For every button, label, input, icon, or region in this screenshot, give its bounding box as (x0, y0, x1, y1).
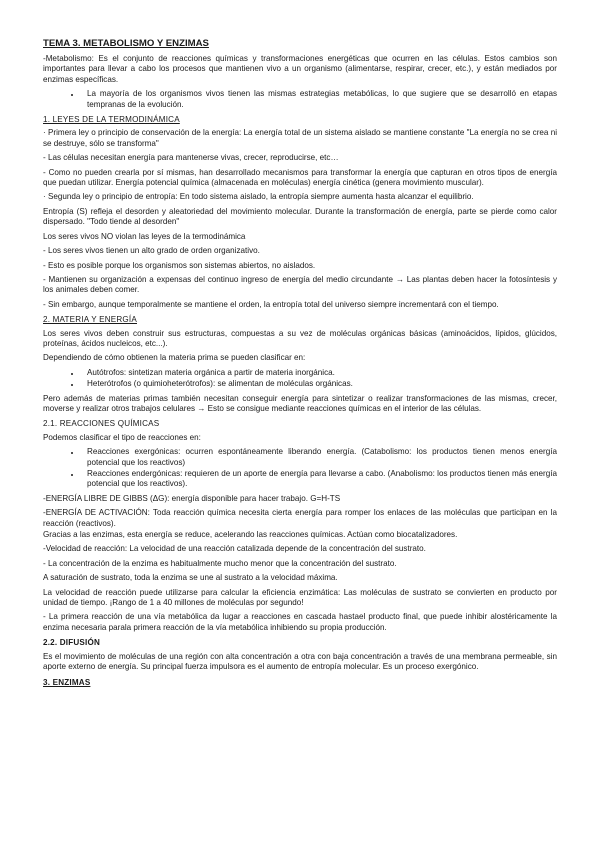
paragraph: Entropía (S) refleja el desorden y aleatoriedad del movimiento molecular. Durante la transformación de energía, parte se pierde como calor dispersado. "Todo tiende al desorden" (43, 206, 557, 227)
list-item: • Reacciones exergónicas: ocurren espontáneamente liberando energía. (Catabolismo: los productos tienen menos energía potencial que los reactivos) (81, 447, 557, 468)
bullet-list-reactions (43, 447, 557, 490)
paragraph: -ENERGÍA DE ACTIVACIÓN: Toda reacción química necesita cierta energía para romper los enlaces de las moléculas que participan en la reacción (reactivos). (43, 508, 557, 528)
paragraph: - Mantienen su organización a expensas del continuo ingreso de energía del medio circundante → Las plantas deben hacer la fotosíntesis y los animales deben comer. (43, 274, 557, 295)
list-item: • Heterótrofos (o quimioheterótrofos): se alimentan de moléculas orgánicas. (81, 379, 557, 389)
section-heading-difusion: 2.2. DIFUSIÓN (43, 638, 101, 648)
list-item: • La mayoría de los organismos vivos tienen las mismas estrategias metabólicas, lo que sugiere que se desarrolló en etapas tempranas de la evolución. (81, 89, 557, 110)
section-heading-enzimas: 3. ENZIMAS (43, 677, 91, 687)
list-item: • Autótrofos: sintetizan materia orgánica a partir de materia inorgánica. (81, 368, 557, 378)
document-title: TEMA 3. METABOLISMO Y ENZIMAS (43, 38, 209, 49)
section-heading-reacciones: 2.1. REACCIONES QUÍMICAS (43, 419, 160, 429)
paragraph: La velocidad de reacción puede utilizarse para calcular la eficiencia enzimática: Las moléculas de sustrato se convierten en producto por unidad de tiempo. ¡Rango de 1 a 40 millones de moléculas por segundo! (43, 587, 557, 608)
intro-bullet-list (43, 89, 557, 110)
list-item: • Reacciones endergónicas: requieren de un aporte de energía para llevarse a cabo. (Anabolismo: los productos tienen más energía potencial que los reactivos). (81, 469, 557, 490)
paragraph: · Primera ley o principio de conservación de la energía: La energía total de un sistema aislado se mantiene constante "La energía no se crea ni se destruye, sólo se transforma" (43, 128, 557, 148)
paragraph: Los seres vivos deben construir sus estructuras, compuestas a su vez de moléculas orgánicas básicas (aminoácidos, lípidos, glúcidos, proteínas, ácidos nucleicos, etc...). (43, 328, 557, 348)
intro-paragraph: -Metabolismo: Es el conjunto de reacciones químicas y transformaciones energéticas que ocurren en las células. Estos cambios son importantes para llevar a cabo los procesos que mantienen vivo a un organismo (alimentarse, respirar, crecer, etc.), y están mediados por enzimas específicas. (43, 54, 557, 84)
paragraph: - Como no pueden crearla por sí mismas, han desarrollado mecanismos para transformar la energía que capturan en otros tipos de energía que puedan utilizar. Energía potencial química (almacenada en moléculas) energía cinética (genera movimiento muscular). (43, 167, 557, 188)
paragraph: - La concentración de la enzima es habitualmente mucho menor que la concentración del sustrato. (43, 558, 397, 568)
paragraph: A saturación de sustrato, toda la enzima se une al sustrato a la velocidad máxima. (43, 573, 338, 583)
paragraph: -Velocidad de reacción: La velocidad de una reacción catalizada depende de la concentración del sustrato. (43, 544, 426, 554)
paragraph: Gracias a las enzimas, esta energía se reduce, acelerando las reacciones químicas. Actúan como biocatalizadores. (43, 530, 458, 540)
section-heading-materia-energia: 2. MATERIA Y ENERGÍA (43, 315, 137, 325)
section-heading-termodinamica: 1. LEYES DE LA TERMODINÁMICA (43, 115, 180, 125)
paragraph: - La primera reacción de una vía metabólica da lugar a reacciones en cascada hastael producto final, que puede inhibir alostéricamente la enzima necesaria parala primera reacción de la vía metabólica inhibiendo su propia producción. (43, 612, 557, 632)
paragraph: - Sin embargo, aunque temporalmente se mantiene el orden, la entropía total del universo siempre incrementará con el tiempo. (43, 299, 499, 309)
paragraph: Los seres vivos NO violan las leyes de la termodinámica (43, 231, 246, 241)
paragraph: Pero además de materias primas también necesitan conseguir energía para sintetizar o realizar transformaciones de las mismas, crecer, moverse y realizar otros trabajos celulares → Esto se consigue mediante reacciones químicas en el interior de las células. (43, 393, 557, 413)
paragraph: - Los seres vivos tienen un alto grado de orden organizativo. (43, 246, 260, 256)
bullet-list-nutrition (43, 368, 557, 390)
paragraph: - Esto es posible porque los organismos son sistemas abiertos, no aislados. (43, 260, 316, 270)
paragraph: Dependiendo de cómo obtienen la materia prima se pueden clasificar en: (43, 353, 306, 363)
paragraph: - Las células necesitan energía para mantenerse vivas, crecer, reproducirse, etc… (43, 153, 339, 163)
paragraph: Es el movimiento de moléculas de una región con alta concentración a otra con baja concentración a través de una membrana permeable, sin aporte externo de energía. Su principal fuerza impulsora es el aumento de entropía molecular. Es un proceso exergónico. (43, 651, 557, 672)
paragraph: -ENERGÍA LIBRE DE GIBBS (ΔG): energía disponible para hacer trabajo. G=H-TS (43, 493, 341, 503)
paragraph: · Segunda ley o principio de entropía: En todo sistema aislado, la entropía siempre aumenta hasta alcanzar el equilibrio. (43, 192, 474, 202)
paragraph: Podemos clasificar el tipo de reacciones en: (43, 432, 201, 442)
